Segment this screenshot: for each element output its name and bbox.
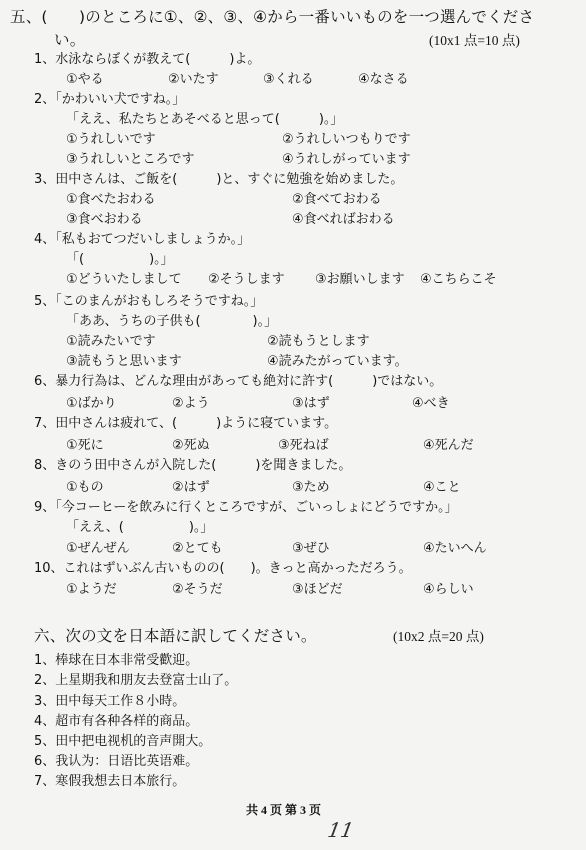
option-3: ③食べおわる: [66, 212, 143, 227]
option-1: ①死に: [66, 438, 104, 453]
option-2: ②食べておわる: [292, 192, 382, 207]
question-text: 2、「かわいい犬ですね。」: [34, 92, 186, 107]
option-4: ④こと: [423, 480, 461, 495]
translation-item-6: 6、我认为：日语比英语难。: [34, 754, 199, 769]
question-text-line2: 「ええ、私たちとあそべると思って( )。」: [66, 112, 344, 127]
option-4: ④べき: [412, 396, 450, 411]
section5-title-line1: 五、( )のところに①、②、③、④から一番いいものを一つ選んでくださ: [10, 8, 535, 26]
option-3: ③ぜひ: [292, 541, 330, 556]
question-text-line2: 「ああ、うちの子供も( )。」: [66, 314, 278, 329]
option-2: ②読もうとします: [267, 334, 370, 349]
option-3: ③読もうと思います: [66, 354, 182, 369]
question-text: 4、「私もおてつだいしましょうか。」: [34, 232, 251, 247]
option-3: ③はず: [292, 396, 330, 411]
option-2: ②いたす: [168, 72, 219, 87]
section6-points: (10x2 点=20 点): [393, 629, 484, 644]
translation-item-3: 3、田中每天工作８小時。: [34, 694, 186, 709]
option-1: ①ばかり: [66, 396, 117, 411]
option-4: ④こちらこそ: [420, 272, 497, 287]
option-3: ③くれる: [263, 72, 314, 87]
option-1: ①やる: [66, 72, 104, 87]
option-3: ③死ねば: [278, 438, 329, 453]
section5-title-line2: い。: [54, 31, 86, 49]
option-1: ①うれしいです: [66, 132, 156, 147]
option-1: ①食べたおわる: [66, 192, 156, 207]
question-text: 7、田中さんは疲れて、( )ように寝ています。: [34, 416, 338, 431]
question-text: 10、これはずいぶん古いものの( )。きっと高かっただろう。: [34, 561, 412, 576]
option-3: ③ため: [292, 480, 330, 495]
handwritten-mark: 11: [325, 818, 356, 842]
option-4: ④なさる: [358, 72, 409, 87]
option-2: ②はず: [172, 480, 210, 495]
option-2: ②死ぬ: [172, 438, 210, 453]
option-4: ④食べればおわる: [292, 212, 395, 227]
option-4: ④たいへん: [423, 541, 487, 556]
option-2: ②よう: [172, 396, 210, 411]
option-2: ②そうだ: [172, 582, 223, 597]
question-text: 1、水泳ならぼくが教えて( )よ。: [34, 52, 261, 67]
option-1: ①どういたしまして: [66, 272, 182, 287]
option-3: ③お願いします: [315, 272, 405, 287]
option-3: ③ほどだ: [292, 582, 343, 597]
option-4: ④読みたがっています。: [267, 354, 408, 369]
section6-title: 六、次の文を日本語に訳してください。: [34, 627, 317, 645]
option-2: ②とても: [172, 541, 223, 556]
option-2: ②そうします: [208, 272, 285, 287]
translation-item-4: 4、超市有各种各样的商品。: [34, 714, 199, 729]
option-2: ②うれしいつもりです: [282, 132, 411, 147]
page-number: 共 4 页 第 3 页: [246, 803, 322, 817]
question-text-line2: 「ええ、( )。」: [66, 520, 214, 535]
question-text: 6、暴力行為は、どんな理由があっても絶対に許す( )ではない。: [34, 374, 443, 389]
option-4: ④死んだ: [423, 438, 474, 453]
option-1: ①読みたいです: [66, 334, 156, 349]
option-3: ③うれしいところです: [66, 152, 195, 167]
question-text-line2: 「( )。」: [66, 252, 174, 267]
option-4: ④うれしがっています: [282, 152, 411, 167]
translation-item-7: 7、寒假我想去日本旅行。: [34, 774, 186, 789]
question-text: 9、「今コーヒーを飲みに行くところですが、ごいっしょにどうですか。」: [34, 500, 458, 515]
option-1: ①もの: [66, 480, 104, 495]
question-text: 8、きのう田中さんが入院した( )を聞きました。: [34, 458, 352, 473]
question-text: 5、「このまんがおもしろそうですね。」: [34, 294, 264, 309]
translation-item-1: 1、棒球在日本非常受歡迎。: [34, 653, 199, 668]
section5-points: (10x1 点=10 点): [429, 33, 520, 48]
translation-item-5: 5、田中把电视机的音声開大。: [34, 734, 212, 749]
option-4: ④らしい: [423, 582, 474, 597]
question-text: 3、田中さんは、ご飯を( )と、すぐに勉強を始めました。: [34, 172, 404, 187]
translation-item-2: 2、上星期我和朋友去登富士山了。: [34, 673, 238, 688]
option-1: ①ようだ: [66, 582, 117, 597]
option-1: ①ぜんぜん: [66, 541, 130, 556]
